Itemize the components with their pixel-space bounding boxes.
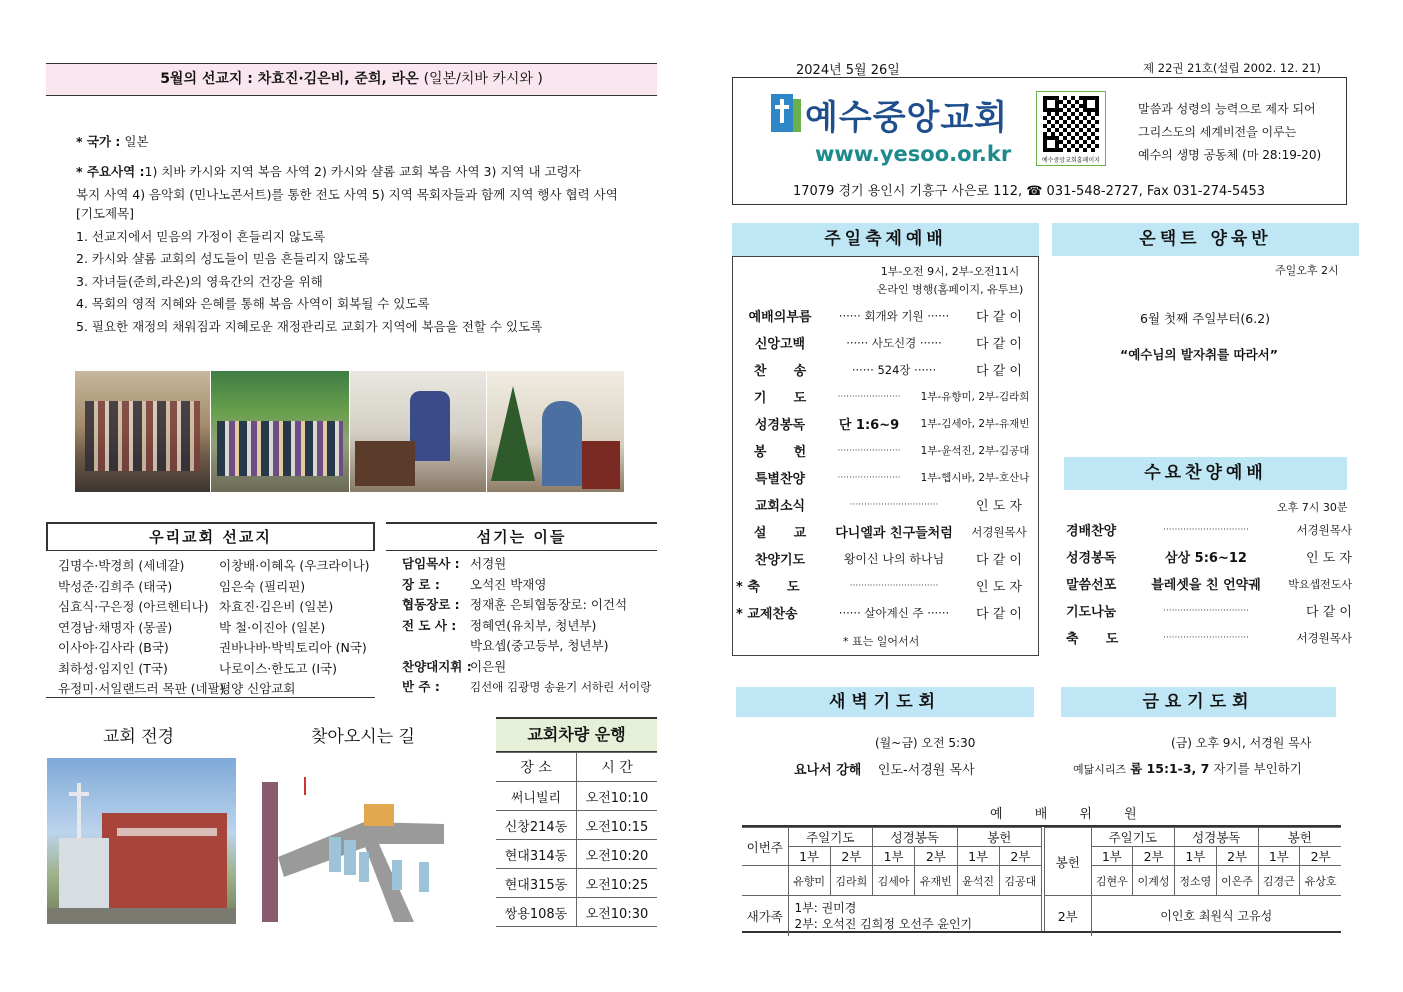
church-name: 예수중앙교회 xyxy=(805,98,1009,138)
table-row: 쌍용108동 오전10:30 xyxy=(496,898,657,927)
list-item: 이창배·이혜옥 (우크라이나) xyxy=(219,558,370,573)
qr-caption: 예수중앙교회홈페이지 xyxy=(1042,157,1100,164)
dawn-title: 새벽기도회 xyxy=(736,687,1034,717)
vehicle-box xyxy=(496,717,657,927)
church-view-title: 교회 전경 xyxy=(103,727,175,747)
list-item: 평양 신암교회 xyxy=(219,681,296,696)
members-table-left: 이번주 주일기도 성경봉독 봉헌 1부 2부 1부 2부 1부 2부 유향미 김라희 김세아 유재빈 윤석진 김공대 새가족 1부: 권미경 2부: 오석진 김희정 오선주 윤인기 xyxy=(742,827,1041,936)
vehicle-title: 교회차량 운행 xyxy=(496,717,657,752)
mission-photo-outdoor xyxy=(211,371,349,492)
list-item: 연경남·채명자 (몽골) xyxy=(58,619,173,635)
mission-country: * 국가 : 일본 xyxy=(76,134,149,149)
issue-date: 2024년 5월 26일 xyxy=(796,63,900,78)
list-item: 유정미·서일랜드러 목판 (네팔) xyxy=(58,681,225,696)
worship-members-title: 예 배 위 원 xyxy=(990,807,1151,822)
this-week-label: 이번주 xyxy=(742,828,788,866)
list-item: 김명수·박경희 (세네갈) xyxy=(58,558,185,573)
table-row: 김현우 이계성 정소영 이은주 김경근 유상호 xyxy=(1045,866,1341,896)
vehicle-table xyxy=(496,752,657,927)
missionary-right-list xyxy=(219,556,370,700)
mission-work: * 주요사역 :1) 치바 카시와 지역 복음 사역 2) 카시와 샬롬 교회 복음 사역 3) 지역 내 고령자 복지 사역 4) 음악회 (민나노콘서트)를 통한 전도 사역 5) 지역 목회자들과 함께 지역 행사 협력 사역 xyxy=(76,164,618,202)
table-row: 신창214동 오전10:15 xyxy=(496,811,657,840)
list-item: 박 철·이진아 (일본) xyxy=(219,619,326,635)
worship-members-table xyxy=(742,825,1341,933)
table-row: 현대314동 오전10:20 xyxy=(496,840,657,869)
list-item: 나로이스·한도고 (I국) xyxy=(219,660,337,676)
table-row: 현대315동 오전10:25 xyxy=(496,869,657,898)
ontact-line2: “예수님의 발자취를 따라서” xyxy=(1120,347,1278,362)
list-item: 권바나바·박빅토리아 (N국) xyxy=(219,640,367,655)
list-item: 임은숙 (필리핀) xyxy=(219,578,306,594)
prayer-item: 4. 목회의 영적 지혜와 은혜를 통해 복음 사역이 회복될 수 있도록 xyxy=(76,296,430,311)
missionary-title: 우리교회 선교지 xyxy=(46,522,375,551)
table-row: 새가족 1부: 권미경 2부: 오석진 김희정 오선주 윤인기 xyxy=(742,896,1041,936)
church-building-image xyxy=(47,758,236,924)
church-header xyxy=(732,77,1347,205)
dawn-text: 요나서 강해 인도-서경원 목사 xyxy=(794,763,975,778)
ontact-time: 주일오후 2시 xyxy=(1275,264,1339,277)
ontact-title: 온택트 양육반 xyxy=(1052,223,1359,256)
prayer-item: 5. 필요한 재정의 채워짐과 지혜로운 재정관리로 교회가 지역에 복음을 전할 수 있도록 xyxy=(76,318,543,334)
church-motto: 말씀과 성령의 능력으로 제자 되어 그리스도의 세계비전을 이루는 예수의 생명 공동체 (마 28:19-20) xyxy=(1138,102,1322,162)
mission-photo-christmas xyxy=(487,371,624,492)
church-address: 17079 경기 용인시 기흥구 사은로 112, ☎ 031-548-2727, Fax 031-274-5453 xyxy=(793,184,1266,199)
mission-banner-title: 5월의 선교지 : 차효진·김은비, 준희, 라온 xyxy=(160,71,419,87)
mission-photo-concert xyxy=(350,371,486,492)
offering-label: 봉헌 xyxy=(1045,828,1091,896)
list-item: 최하성·임지인 (T국) xyxy=(58,660,168,676)
servers-list: 담임목사 : 서경원 장 로 : 오석진 박재영 협동장로 : 정재훈 은퇴협동장로: 이건석 전 도 사 : 정혜연(유치부, 청년부) 박요셉(중고등부, 청년부) 찬양대지휘 :이은원 반 주 : 김선애 김광명 송윤기 서하린 서이랑 xyxy=(402,556,652,694)
sunday-time: 1부-오전 9시, 2부-오전11시 온라인 병행(홈페이지, 유투브) xyxy=(876,265,1024,296)
members-table-right: 봉헌 주일기도 성경봉독 봉헌 1부 2부 1부 2부 1부 2부 김현우 이계성 정소영 이은주 김경근 유상호 2부 이인호 최원식 고유성 xyxy=(1045,827,1341,936)
prayer-item: 3. 자녀들(준희,라온)의 영육간의 건강을 위해 xyxy=(76,273,323,289)
friday-text: 예닮시리즈 롬 15:1-3, 7 자기를 부인하기 xyxy=(1073,761,1302,776)
dawn-time: (월~금) 오전 5:30 xyxy=(875,736,976,750)
mission-banner xyxy=(46,63,657,96)
wednesday-title: 수요찬양예배 xyxy=(1064,457,1347,490)
friday-title: 금요기도회 xyxy=(1061,687,1336,717)
missionary-box xyxy=(46,522,375,698)
servers-title: 섬기는 이들 xyxy=(386,522,657,551)
directions-map xyxy=(244,762,489,924)
list-item: 박성준·김희주 (태국) xyxy=(58,578,173,594)
friday-time: (금) 오후 9시, 서경원 목사 xyxy=(1171,736,1312,750)
vehicle-col-place: 장 소 xyxy=(496,753,576,782)
sunday-title: 주일축제예배 xyxy=(732,223,1039,256)
vehicle-col-time: 시 간 xyxy=(576,753,657,782)
list-item: 이사야·김사라 (B국) xyxy=(58,640,169,655)
table-row: 유향미 김라희 김세아 유재빈 윤석진 김공대 xyxy=(742,866,1041,896)
mission-photo-group xyxy=(75,371,210,492)
issue-number: 제 22권 21호(설립 2002. 12. 21) xyxy=(1143,61,1321,75)
table-row: 2부 이인호 최원식 고유성 xyxy=(1045,896,1341,936)
prayer-item: 1. 선교지에서 믿음의 가정이 흔들리지 않도록 xyxy=(76,228,326,244)
wednesday-time: 오후 7시 30분 xyxy=(1277,501,1348,514)
servers-box xyxy=(386,522,657,698)
table-row: 써니빌리 오전10:10 xyxy=(496,782,657,811)
prayer-title: [기도제목] xyxy=(76,206,135,221)
cross-logo-icon xyxy=(771,94,793,132)
qr-code[interactable] xyxy=(1036,91,1106,166)
prayer-item: 2. 카시와 샬롬 교회의 성도들이 믿음 흔들리지 않도록 xyxy=(76,251,370,266)
mission-banner-sub: (일본/치바 카시와 ) xyxy=(423,71,543,87)
sunday-note: * 표는 일어서서 xyxy=(843,635,920,648)
church-url[interactable]: www.yesoo.or.kr xyxy=(815,142,1012,166)
list-item: 심효식·구은정 (아르헨티나) xyxy=(58,599,209,614)
prayer-list xyxy=(76,203,542,338)
directions-title: 찾아오시는 길 xyxy=(311,727,415,747)
ontact-line1: 6월 첫째 주일부터(6.2) xyxy=(1140,311,1271,326)
missionary-left-list xyxy=(58,556,225,700)
list-item: 차효진·김은비 (일본) xyxy=(219,599,334,614)
